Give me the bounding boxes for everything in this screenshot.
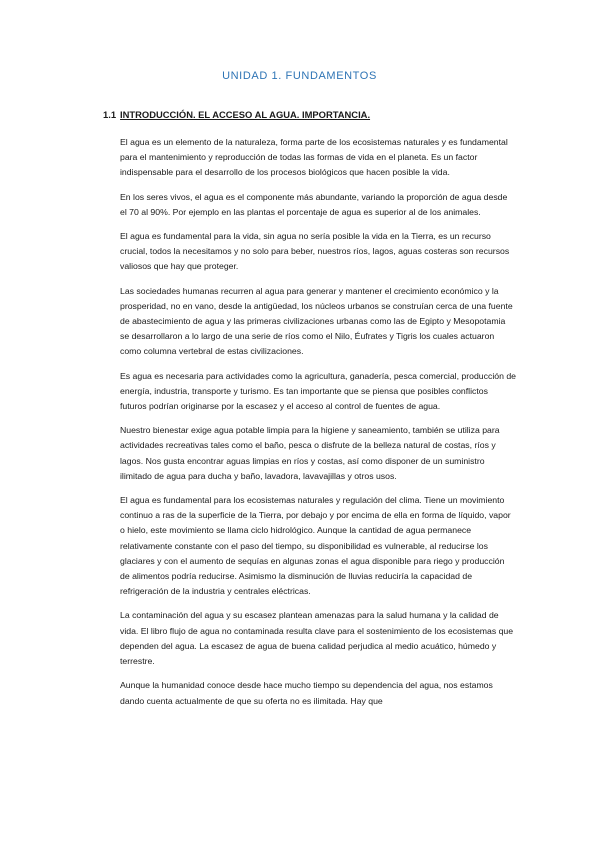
paragraph: Las sociedades humanas recurren al agua para generar y mantener el crecimiento económico y la prosperidad, no en vano, desde la antigüedad, los núcleos urbanos se construían cerca de una fuente de abastecimiento de agua y las primeras civilizaciones urbanas como las de Egipto y Mesopotamia se desarrollaron a lo largo de una serie de ríos como el Nilo, Éufrates y Tigris los cuales actuaron como columna vertebral de estas civilizaciones. [120,285,513,357]
section-title: INTRODUCCIÓN. EL ACCESO AL AGUA. IMPORTANCIA. [120,109,371,120]
paragraph: Nuestro bienestar exige agua potable limpia para la higiene y saneamiento, también se utiliza para actividades recreativas tales como el baño, pesca o disfrute de la belleza natural de costas, ríos y lagos. Nos gusta encontrar aguas limpias en ríos y costas, así como disponer de un suministro ilimitado de agua para ducha y baño, lavadora, lavavajillas y otros usos. [120,425,500,481]
section-heading [103,109,370,120]
paragraph: La contaminación del agua y su escasez plantean amenazas para la salud humana y la calidad de vida. El libro flujo de agua no contaminada resulta clave para el sostenimiento de los ecosistemas que dependen del agua. La escasez de agua de buena calidad perjudica al medio acuático, húmedo y terrestre. [120,610,514,667]
paragraph: El agua es fundamental para la vida, sin agua no sería posible la vida en la Tierra, es un recurso crucial, todos la necesitamos y no solo para beber, nuestros ríos, lagos, aguas costeras son recursos valiosos que hay que proteger. [120,231,510,272]
paragraph: Aunque la humanidad conoce desde hace mucho tiempo su dependencia del agua, nos estamos dando cuenta actualmente de que su oferta no es ilimitada. Hay que [120,680,493,706]
unit-title: UNIDAD 1. FUNDAMENTOS [222,70,377,82]
paragraph: Es agua es necesaria para actividades como la agricultura, ganadería, pesca comercial, producción de energía, industria, transporte y turismo. Es tan importante que se piensa que posibles conflictos futuros podrían originarse por la escasez y el acceso al control de fuentes de agua. [120,370,516,412]
paragraph: El agua es un elemento de la naturaleza, forma parte de los ecosistemas naturales y es fundamental para el mantenimiento y reproducción de todas las formas de vida en el planeta. Es un factor indispensable para el desarrollo de los procesos biológicos que hacen posible la vida. [120,137,508,178]
paragraph: En los seres vivos, el agua es el componente más abundante, variando la proporción de agua desde el 70 al 90%. Por ejemplo en las plantas el porcentaje de agua es superior al de los animales. [120,191,508,217]
body-text [120,135,516,718]
paragraph: El agua es fundamental para los ecosistemas naturales y regulación del clima. Tiene un movimiento continuo a ras de la superficie de la Tierra, por debajo y por encima de ella en forma de líquido, vapor o hielo, este movimiento se llama ciclo hidrológico. Aunque la cantidad de agua permanece relativamente constante con el paso del tiempo, su disponibilidad es vulnerable, al reducirse los glaciares y con el aumento de sequías en algunas zonas el agua disponible para riego y producción de alimentos podría reducirse. Asimismo la disminución de lluvias reduciría la capacidad de refrigeración de la industria y centrales eléctricas. [120,495,511,597]
section-number: 1.1 [103,109,117,120]
